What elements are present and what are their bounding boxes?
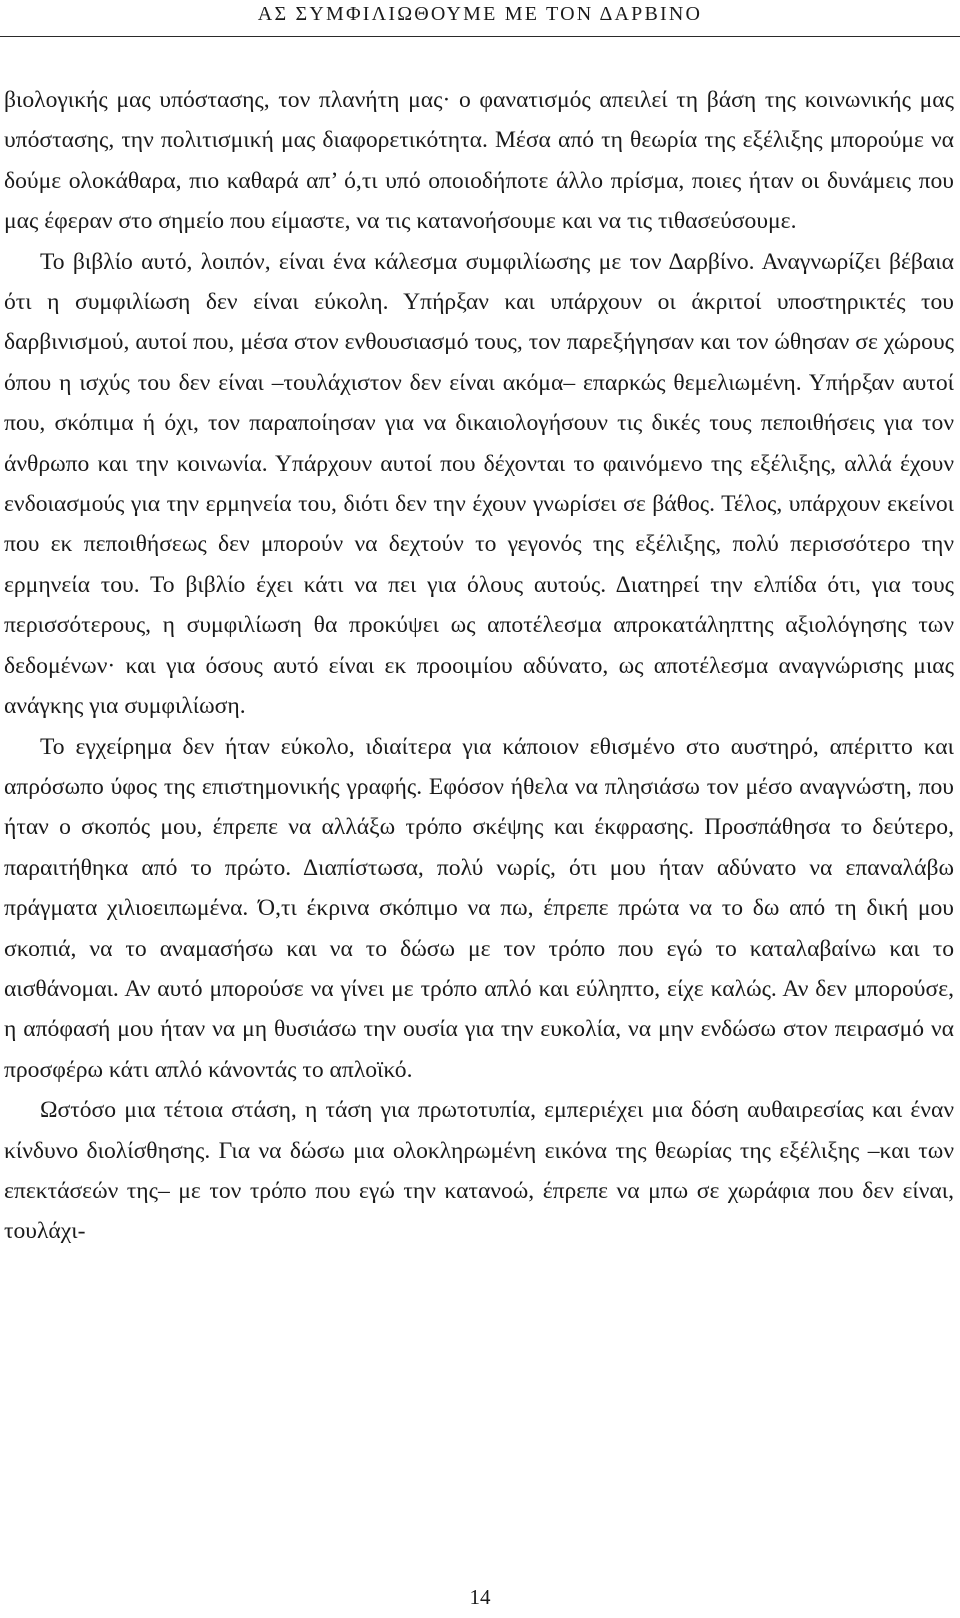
- page-number: 14: [469, 1585, 491, 1609]
- paragraph: Ωστόσο μια τέτοια στάση, η τάση για πρωτοτυπία, εμπεριέχει μια δόση αυθαιρεσίας και έναν κίνδυνο διολίσθησης. Για να δώσω μια ολοκληρωμένη εικόνα της θεωρίας της εξέλιξης –και των επεκτάσεών της– με τον τρόπο που εγώ την κατανοώ, έπρεπε να μπω σε χωράφια που δεν είναι, τουλάχι-: [4, 1097, 954, 1245]
- paragraph-continued: βιολογικής μας υπόστασης, τον πλανήτη μας· ο φανατισμός απειλεί τη βάση της κοινωνικής μας υπόστασης, την πολιτισμική μας διαφορετικότητα. Μέσα από τη θεωρία της εξέλιξης μπορούμε να δούμε ολοκάθαρα, πιο καθαρά απ’ ό,τι υπό οποιοδήποτε άλλο πρίσμα, ποιες ήταν οι δυνάμεις που μας έφεραν στο σημείο που είμαστε, να τις κατανοήσουμε και να τις τιθασεύσουμε.: [4, 87, 954, 235]
- running-head: ΑΣ ΣΥΜΦΙΛΙΩΘΟΥΜΕ ΜΕ ΤΟΝ ΔΑΡΒΙΝΟ: [257, 3, 703, 25]
- body-text: [4, 80, 954, 1252]
- header-rule: [0, 36, 960, 37]
- paragraph: Το εγχείρημα δεν ήταν εύκολο, ιδιαίτερα για κάποιον εθισμένο στο αυστηρό, απέριττο και απρόσωπο ύφος της επιστημονικής γραφής. Εφόσον ήθελα να πλησιάσω τον μέσο αναγνώστη, που ήταν ο σκοπός μου, έπρεπε να αλλάξω τρόπο σκέψης και έκφρασης. Προσπάθησα το δεύτερο, παραιτήθηκα από το πρώτο. Διαπίστωσα, πολύ νωρίς, ότι μου ήταν αδύνατο να επαναλάβω πράγματα χιλιοειπωμένα. Ό,τι έκρινα σκόπιμο να πω, έπρεπε πρώτα να το δω από τη δική μου σκοπιά, να το αναμασήσω και να το δώσω με τον τρόπο που εγώ το καταλαβαίνω και το αισθάνομαι. Αν αυτό μπορούσε να γίνει με τρόπο απλό και εύληπτο, είχε καλώς. Αν δεν μπορούσε, η απόφασή μου ήταν να μη θυσιάσω την ουσία για την ευκολία, να μην ενδώσω στον πειρασμό να προσφέρω κάτι απλό κάνοντάς το απλοϊκό.: [4, 733, 954, 1083]
- paragraph: Το βιβλίο αυτό, λοιπόν, είναι ένα κάλεσμα συμφιλίωσης με τον Δαρβίνο. Αναγνωρίζει βέβαια ότι η συμφιλίωση δεν είναι εύκολη. Υπήρξαν και υπάρχουν οι άκριτοί υποστηρικτές του δαρβινισμού, αυτοί που, μέσα στον ενθουσιασμό τους, τον παρεξήγησαν και τον ώθησαν σε χώρους όπου η ισχύς του δεν είναι –τουλάχιστον δεν είναι ακόμα– επαρκώς θεμελιωμένη. Υπήρξαν αυτοί που, σκόπιμα ή όχι, τον παραποίησαν για να δικαιολογήσουν τις δικές τους πεποιθήσεις για τον άνθρωπο και την κοινωνία. Υπάρχουν αυτοί που δέχονται το φαινόμενο της εξέλιξης, αλλά έχουν ενδοιασμούς για την ερμηνεία του, διότι δεν την έχουν γνωρίσει σε βάθος. Τέλος, υπάρχουν εκείνοι που εκ πεποιθήσεως δεν μπορούν να δεχτούν το γεγονός της εξέλιξης, πολύ περισσότερο την ερμηνεία του. Το βιβλίο έχει κάτι να πει για όλους αυτούς. Διατηρεί την ελπίδα ότι, για τους περισσότερους, η συμφιλίωση θα προκύψει ως αποτέλεσμα απροκατάληπτης αξιολόγησης των δεδομένων· και για όσους αυτό είναι εκ προοιμίου αδύνατο, ως αποτέλεσμα αναγνώρισης μιας ανάγκης για συμφιλίωση.: [4, 248, 954, 720]
